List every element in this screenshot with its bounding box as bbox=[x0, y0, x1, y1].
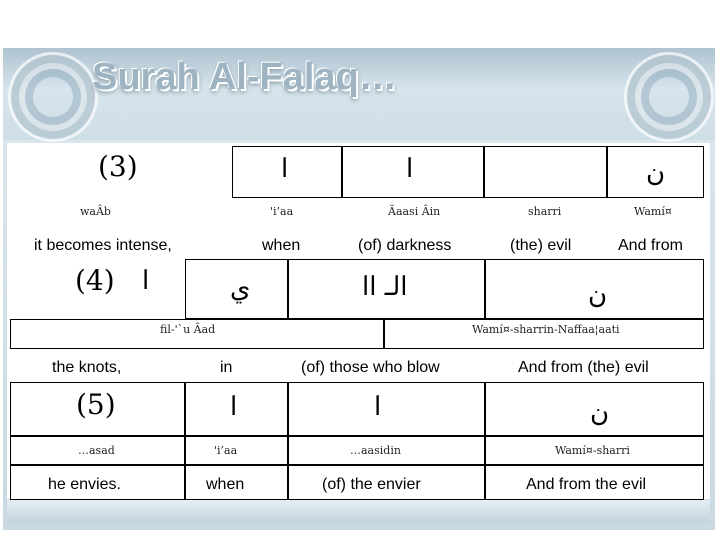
ornament-top-left bbox=[8, 52, 98, 142]
slide-title: Surah Al-Falaq… bbox=[92, 56, 397, 98]
verse-4-translit: fil-'`u Âad bbox=[160, 323, 216, 336]
verse-4-translit: Wamí¤-sharrin-Naffaa¦aati bbox=[472, 323, 620, 336]
verse-5-english: And from the evil bbox=[526, 476, 647, 493]
verse-3-translit: Wamí¤ bbox=[634, 205, 672, 218]
ornament-top-right bbox=[624, 52, 714, 142]
verse-4-number: (4) bbox=[75, 264, 115, 297]
verse-5-word-box-3 bbox=[288, 382, 485, 436]
verse-3-translit: Äaasi Âin bbox=[388, 205, 441, 218]
verse-3-translit: sharri bbox=[528, 205, 562, 218]
verse-4-english: the knots, bbox=[52, 359, 122, 376]
verse-3-english: (of) darkness bbox=[358, 237, 452, 254]
verse-5-english: he envies. bbox=[48, 476, 121, 493]
verse-5-number: (5) bbox=[76, 388, 116, 421]
verse-4-english: And from (the) evil bbox=[518, 359, 649, 376]
verse-5-translit: …asad bbox=[78, 444, 115, 457]
verse-5-translit: 'i’aa bbox=[214, 444, 238, 457]
verse-5-word-box-1 bbox=[10, 382, 185, 436]
verse-4-arabic-word: الـ اا bbox=[362, 272, 408, 302]
verse-3-arabic-word: ا bbox=[406, 154, 414, 184]
verse-5-translit: Wamí¤-sharri bbox=[555, 444, 630, 457]
verse-4-arabic-word: ي bbox=[230, 274, 251, 304]
verse-5-arabic-word: ن bbox=[590, 398, 610, 428]
verse-4-english: (of) those who blow bbox=[301, 359, 440, 376]
verse-5-english: (of) the envier bbox=[322, 476, 421, 493]
verse-5-translit: …aasidin bbox=[350, 444, 401, 457]
verse-3-translit: waÂb bbox=[80, 205, 111, 218]
verse-4-english: in bbox=[220, 359, 233, 376]
verse-3-english: (the) evil bbox=[510, 237, 572, 254]
verse-5-arabic-word: ا bbox=[374, 392, 382, 422]
verse-3-english: it becomes intense, bbox=[34, 237, 172, 254]
verse-4-arabic-word: ن bbox=[588, 280, 608, 310]
verse-4-arabic-word: ا bbox=[142, 266, 150, 296]
verse-3-english: when bbox=[262, 237, 301, 254]
verse-3-arabic-word: ا bbox=[281, 154, 289, 184]
verse-3-word-box-3 bbox=[484, 146, 607, 198]
verse-3-number: (3) bbox=[98, 150, 138, 183]
verse-3-english: And from bbox=[618, 237, 683, 254]
verse-3-arabic-word: ن bbox=[646, 158, 666, 188]
verse-3-translit: 'i’aa bbox=[270, 205, 294, 218]
verse-5-arabic-word: ا bbox=[230, 392, 238, 422]
verse-5-english: when bbox=[206, 476, 245, 493]
bottom-ornament-bar bbox=[7, 500, 710, 522]
